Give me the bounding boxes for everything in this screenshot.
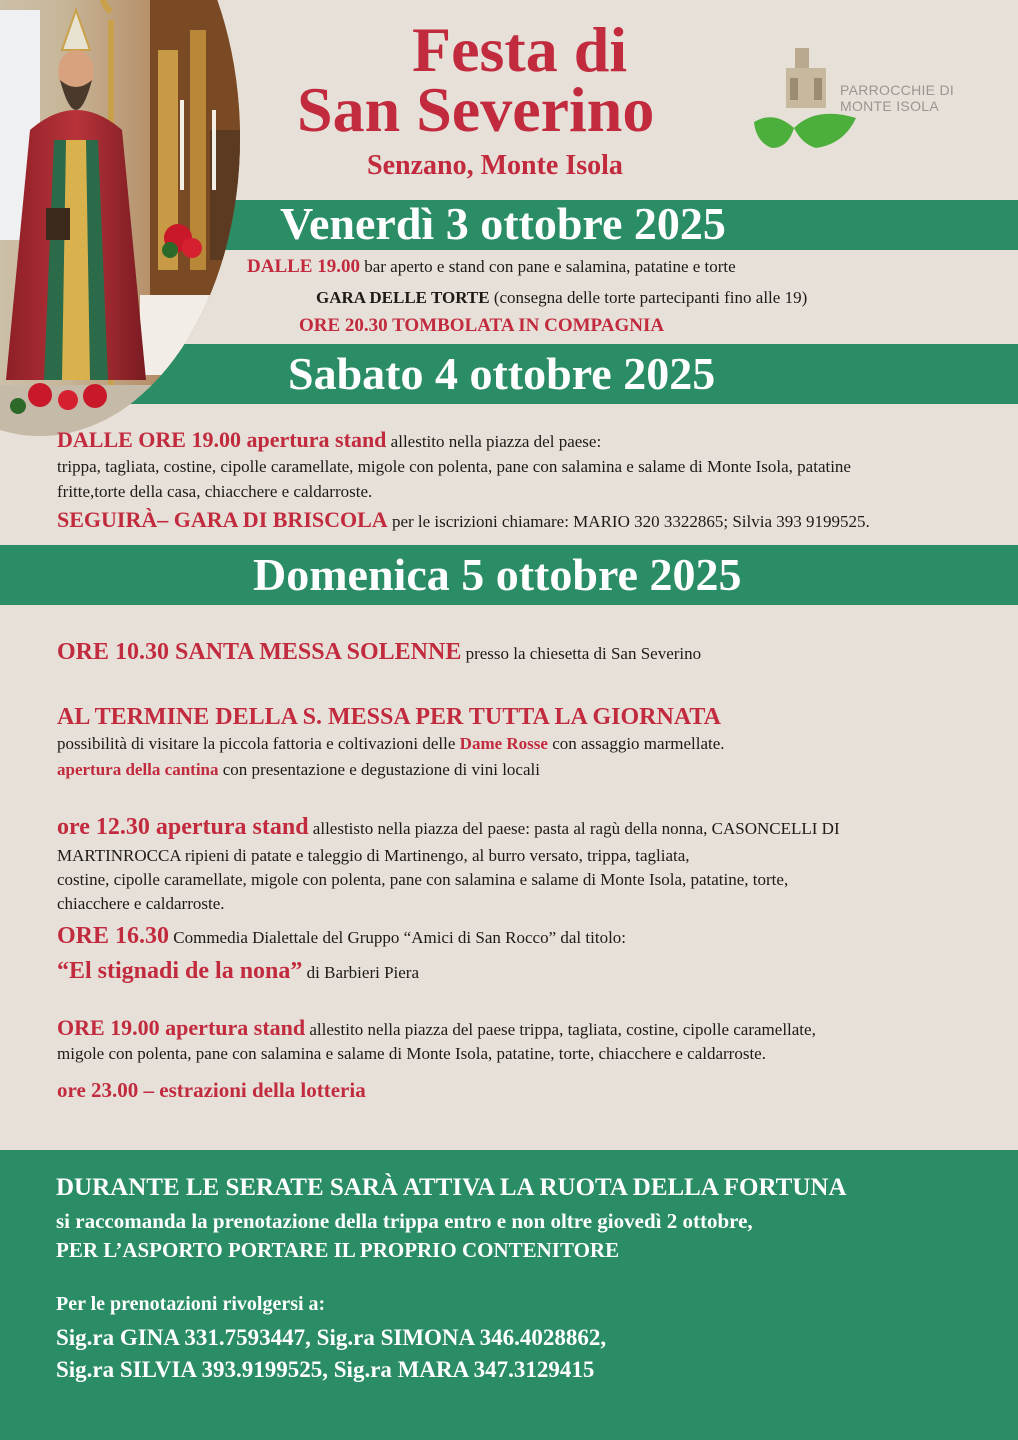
footer-wheel-of-fortune: DURANTE LE SERATE SARÀ ATTIVA LA RUOTA DELLA FORTUNA <box>56 1174 847 1201</box>
saturday-heading: Sabato 4 ottobre 2025 <box>288 348 716 399</box>
parish-logo-line1: PARROCCHIE DI <box>840 82 955 98</box>
friday-line-2 <box>316 287 807 309</box>
festival-title-line2: San Severino <box>297 74 655 145</box>
sunday-after-mass-heading: AL TERMINE DELLA S. MESSA PER TUTTA LA GIORNATA <box>57 704 721 730</box>
sunday-lunch-line-3: costine, cipolle caramellate, migole con polenta, pane con salamina e salame di Monte Isola, patatine, torte, <box>57 870 789 889</box>
friday-time-19: DALLE 19.00 <box>247 256 360 277</box>
sunday-play <box>57 925 626 949</box>
saturday-line-1 <box>57 429 601 453</box>
footer-tripe-reservation: si raccomanda la prenotazione della trippa entro e non oltre giovedì 2 ottobre, <box>56 1209 753 1233</box>
saturday-menu-line-2: fritte,torte della casa, chiacchere e caldarroste. <box>57 482 373 501</box>
sunday-dame-rosse: Dame Rosse <box>459 734 548 753</box>
sunday-mass <box>57 641 701 665</box>
saturday-briscola-contacts: per le iscrizioni chiamare: MARIO 320 3322865; Silvia 393 9199525. <box>391 512 870 531</box>
sunday-mass-place: presso la chiesetta di San Severino <box>465 644 702 663</box>
sunday-cellar <box>57 759 540 781</box>
parish-logo-text <box>840 82 954 114</box>
sunday-lunch-line-1 <box>57 816 840 840</box>
sunday-lunch-line-4: chiacchere e caldarroste. <box>57 894 225 913</box>
sunday-play-time: ORE 16.30 <box>57 923 170 949</box>
sunday-play-title: “El stignadi de la nona” <box>57 958 303 984</box>
sunday-heading: Domenica 5 ottobre 2025 <box>253 549 742 600</box>
saturday-stand-time: DALLE ORE 19.00 apertura stand <box>57 427 387 452</box>
sunday-evening-text-1: allestito nella piazza del paese trippa, tagliata, costine, cipolle caramellate, <box>309 1020 816 1039</box>
sunday-lottery: ore 23.00 – estrazioni della lotteria <box>57 1078 366 1102</box>
parish-logo-line2: MONTE ISOLA <box>840 98 939 114</box>
friday-bar-text: bar aperto e stand con pane e salamina, patatine e torte <box>364 257 736 276</box>
sunday-play-title-line <box>57 960 419 984</box>
saturday-line-4 <box>57 509 870 533</box>
sunday-farm-visit <box>57 733 725 755</box>
footer-contacts-line-2: Sig.ra SILVIA 393.9199525, Sig.ra MARA 347.3129415 <box>56 1357 595 1382</box>
footer-reservations-label: Per le prenotazioni rivolgersi a: <box>56 1293 326 1315</box>
friday-heading: Venerdì 3 ottobre 2025 <box>280 198 726 249</box>
sunday-evening-line-1 <box>57 1017 816 1041</box>
festival-title-line1: Festa di <box>412 14 628 85</box>
footer-panel <box>0 1150 1018 1440</box>
saturday-briscola: SEGUIRÀ– GARA DI BRISCOLA <box>57 507 388 532</box>
sunday-lunch-line-2: MARTINROCCA ripieni di patate e taleggio di Martinengo, al burro versato, trippa, tagliata, <box>57 846 690 865</box>
saturday-stand-location: allestito nella piazza del paese: <box>390 432 602 451</box>
footer-contacts-line-1: Sig.ra GINA 331.7593447, Sig.ra SIMONA 346.4028862, <box>56 1325 607 1350</box>
sunday-evening-line-2: migole con polenta, pane con salamina e salame di Monte Isola, patatine, torte, chiacchere e caldarroste. <box>57 1044 766 1063</box>
footer-takeaway-note: PER L’ASPORTO PORTARE IL PROPRIO CONTENITORE <box>56 1238 620 1262</box>
sunday-play-text: Commedia Dialettale del Gruppo “Amici di San Rocco” dal titolo: <box>173 928 627 947</box>
parish-logo <box>750 42 990 152</box>
sunday-farm-text-a: possibilità di visitare la piccola fattoria e coltivazioni delle <box>57 734 456 753</box>
sunday-farm-text-b: con assaggio marmellate. <box>552 734 725 753</box>
sunday-mass-time: ORE 10.30 SANTA MESSA SOLENNE <box>57 639 462 665</box>
sunday-cellar-text: con presentazione e degustazione di vini locali <box>222 760 540 779</box>
friday-line-1 <box>247 256 736 278</box>
saturday-menu-line-1: trippa, tagliata, costine, cipolle caramellate, migole con polenta, pane con salamina e salame di Monte Isola, patatine <box>57 457 851 476</box>
friday-cake-note: (consegna delle torte partecipanti fino alle 19) <box>493 288 808 307</box>
sunday-play-author: di Barbieri Piera <box>306 963 420 982</box>
friday-tombola: ORE 20.30 TOMBOLATA IN COMPAGNIA <box>299 315 665 336</box>
sunday-evening-time: ORE 19.00 apertura stand <box>57 1015 306 1040</box>
sunday-cellar-opening: apertura della cantina <box>57 760 219 779</box>
sunday-lunch-time: ore 12.30 apertura stand <box>57 814 309 840</box>
friday-cake-contest: GARA DELLE TORTE <box>316 288 490 307</box>
sunday-lunch-text-1: allestisto nella piazza del paese: pasta al ragù della nonna, CASONCELLI DI <box>312 819 840 838</box>
festival-location: Senzano, Monte Isola <box>367 150 623 181</box>
